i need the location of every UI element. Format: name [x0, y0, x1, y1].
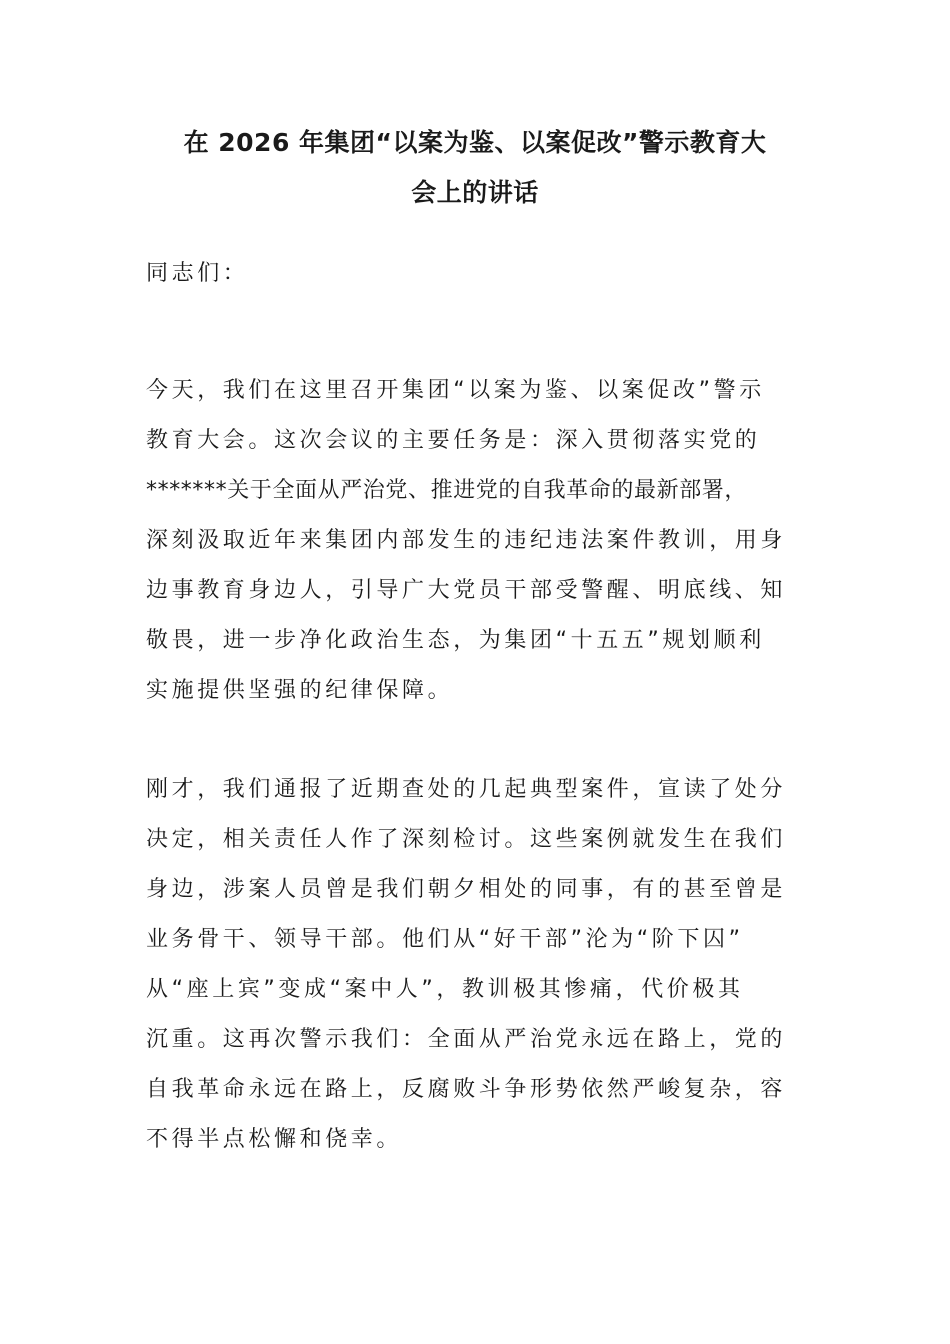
paragraph-line: *******关于全面从严治党、推进党的自我革命的最新部署， [146, 478, 748, 503]
paragraph-line: 身边，涉案人员曾是我们朝夕相处的同事，有的甚至曾是 [146, 877, 787, 902]
paragraph-line: 边事教育身边人，引导广大党员干部受警醒、明底线、知 [146, 578, 787, 603]
paragraph-line: 教育大会。这次会议的主要任务是：深入贯彻落实党的 [146, 428, 761, 453]
paragraph-line: 敬畏，进一步净化政治生态，为集团“十五五”规划顺利 [146, 628, 765, 653]
paragraph-2 [146, 765, 806, 1165]
paragraph-line: 实施提供坚强的纪律保障。 [146, 678, 454, 703]
paragraph-line: 业务骨干、领导干部。他们从“好干部”沦为“阶下囚” [146, 927, 744, 952]
paragraph-line: 决定，相关责任人作了深刻检讨。这些案例就发生在我们 [146, 827, 787, 852]
paragraph-line: 沉重。这再次警示我们：全面从严治党永远在路上，党的 [146, 1027, 787, 1052]
paragraph-line: 不得半点松懈和侥幸。 [146, 1127, 403, 1152]
paragraph-line: 自我革命永远在路上，反腐败斗争形势依然严峻复杂，容 [146, 1077, 787, 1102]
greeting [146, 249, 806, 299]
title-line-2: 会上的讲话 [411, 178, 539, 207]
paragraph-line: 今天，我们在这里召开集团“以案为鉴、以案促改”警示 [146, 378, 765, 403]
paragraph-1 [146, 366, 806, 716]
paragraph-line: 从“座上宾”变成“案中人”，教训极其惨痛，代价极其 [146, 977, 744, 1002]
paragraph-line: 深刻汲取近年来集团内部发生的违纪违法案件教训，用身 [146, 528, 787, 553]
greeting-text: 同志们： [146, 261, 249, 286]
paragraph-line: 刚才，我们通报了近期查处的几起典型案件，宣读了处分 [146, 777, 787, 802]
title-line-1: 在 2026 年集团“以案为鉴、以案促改”警示教育大 [183, 128, 767, 157]
document-title [120, 118, 830, 218]
